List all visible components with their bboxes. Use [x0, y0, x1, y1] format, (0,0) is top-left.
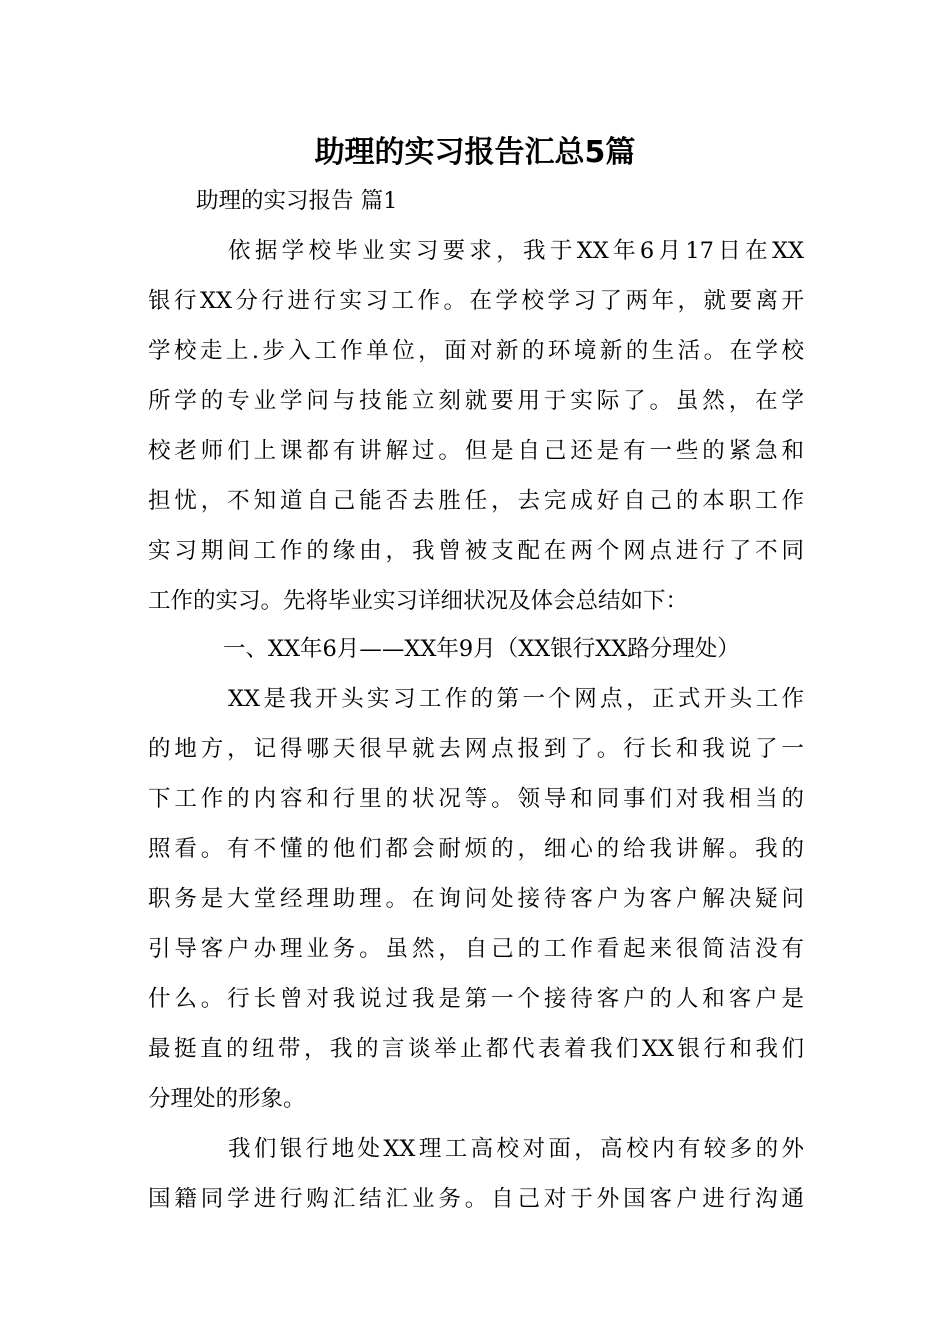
text-line: 的地方，记得哪天很早就去网点报到了。行长和我说了一 [148, 736, 804, 762]
text-line: 学校走上.步入工作单位，面对新的环境新的生活。在学校 [148, 338, 804, 364]
text-line: 职务是大堂经理助理。在询问处接待客户为客户解决疑问 [148, 886, 804, 912]
text-line: 所学的专业学问与技能立刻就要用于实际了。虽然，在学 [148, 388, 804, 414]
text-line: 引导客户办理业务。虽然，自己的工作看起来很简洁没有 [148, 936, 804, 962]
text-line: 担忧，不知道自己能否去胜任，去完成好自己的本职工作 [148, 488, 804, 514]
text-line: 最挺直的纽带，我的言谈举止都代表着我们XX银行和我们 [148, 1036, 804, 1062]
text-line: 依据学校毕业实习要求，我于XX年6月17日在XX [228, 238, 804, 264]
subsection-heading: 一、XX年6月——XX年9月（XX银行XX路分理处） [223, 636, 740, 662]
text-line: XX是我开头实习工作的第一个网点，正式开头工作 [228, 686, 804, 712]
text-line: 校老师们上课都有讲解过。但是自己还是有一些的紧急和 [148, 438, 804, 464]
document-title: 助理的实习报告汇总5篇 [314, 135, 636, 170]
text-line: 分理处的形象。 [148, 1086, 306, 1112]
text-line: 工作的实习。先将毕业实习详细状况及体会总结如下： [148, 588, 689, 614]
text-line: 我们银行地处XX理工高校对面，高校内有较多的外 [228, 1136, 804, 1162]
text-line: 实习期间工作的缘由，我曾被支配在两个网点进行了不同 [148, 538, 804, 564]
text-line: 什么。行长曾对我说过我是第一个接待客户的人和客户是 [148, 986, 804, 1012]
text-line: 国籍同学进行购汇结汇业务。自己对于外国客户进行沟通 [148, 1186, 804, 1212]
text-line: 照看。有不懂的他们都会耐烦的，细心的给我讲解。我的 [148, 836, 804, 862]
text-line: 银行XX分行进行实习工作。在学校学习了两年，就要离开 [148, 288, 804, 314]
section-heading: 助理的实习报告 篇1 [196, 188, 398, 214]
text-line: 下工作的内容和行里的状况等。领导和同事们对我相当的 [148, 786, 804, 812]
